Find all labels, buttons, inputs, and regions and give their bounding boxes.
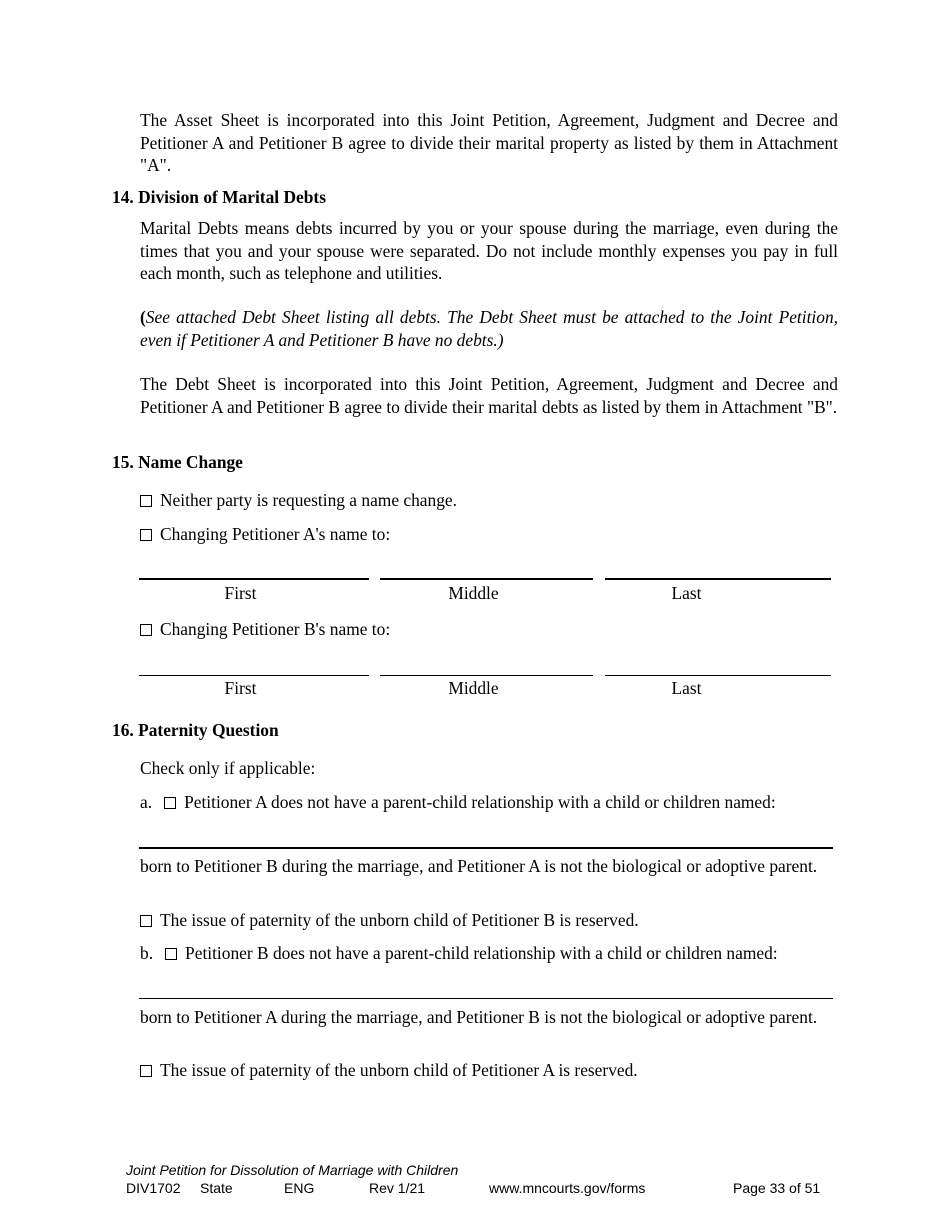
footer-form-code: DIV1702 [126,1180,181,1196]
name-change-b-label: Changing Petitioner B's name to: [160,619,391,639]
petitioner-b-first-name-field[interactable] [139,675,369,676]
paternity-a-born-text: born to Petitioner B during the marriage, and Petitioner A is not the biological or adoptive parent. [140,856,818,876]
petitioner-a-last-name-field[interactable] [605,578,831,580]
petitioner-a-first-name-field[interactable] [139,578,369,580]
option-a-marker: a. [140,792,153,812]
paternity-option-b [140,942,778,964]
footer-form-title: Joint Petition for Dissolution of Marriage with Children [126,1162,459,1178]
name-change-a-checkbox[interactable] [140,529,152,541]
paternity-option-a [140,791,776,813]
debt-sheet-paragraph: The Debt Sheet is incorporated into this Joint Petition, Agreement, Judgment and Decree and Petitioner A and Petitioner B agree to divide their marital debts as listed by them in Attachment "B". [140,374,838,417]
petitioner-a-middle-name-field[interactable] [380,578,593,580]
petitioner-a-first-label: First [224,583,257,603]
option-b-marker: b. [140,943,154,963]
petitioner-b-last-label: Last [671,678,702,698]
marital-debts-definition: Marital Debts means debts incurred by you or your spouse during the marriage, even during the times that you and your spouse were separated. Do not include monthly expenses you pay in full each month, such as telephone and utilities. [140,218,838,283]
paternity-a-reserved-label: The issue of paternity of the unborn child of Petitioner B is reserved. [160,910,639,930]
footer-website: www.mncourts.gov/forms [489,1180,646,1196]
paternity-instruction: Check only if applicable: [140,758,316,778]
footer-revision: Rev 1/21 [369,1180,426,1196]
section-15-heading: 15. Name Change [112,452,243,472]
petitioner-b-last-name-field[interactable] [605,675,831,676]
paternity-b-reserved-label: The issue of paternity of the unborn child of Petitioner A is reserved. [160,1060,638,1080]
paternity-a-reserved-option [140,909,639,931]
paternity-b-label: Petitioner B does not have a parent-child relationship with a child or children named: [185,943,778,963]
petitioner-a-last-label: Last [671,583,702,603]
paternity-a-children-field[interactable] [139,847,833,849]
section-14-heading: 14. Division of Marital Debts [112,187,326,207]
paternity-b-reserved-option [140,1059,638,1081]
name-change-b-option [140,618,390,640]
petitioner-b-middle-name-field[interactable] [380,675,593,676]
section-16-heading: 16. Paternity Question [112,720,279,740]
paren-open: ( [140,307,146,327]
paternity-b-reserved-checkbox[interactable] [140,1065,152,1077]
paternity-a-reserved-checkbox[interactable] [140,915,152,927]
debt-sheet-note-text: See attached Debt Sheet listing all debts. The Debt Sheet must be attached to the Joint Petition, even if Petitioner A and Petitioner B have no debts.) [140,307,838,350]
asset-sheet-paragraph: The Asset Sheet is incorporated into this Joint Petition, Agreement, Judgment and Decree and Petitioner A and Petitioner B agree to divide their marital property as listed by them in Attachment "A". [140,110,838,175]
paternity-b-children-field[interactable] [139,998,833,999]
name-change-a-option [140,523,390,545]
name-change-none-checkbox[interactable] [140,495,152,507]
name-change-a-label: Changing Petitioner A's name to: [160,524,391,544]
footer-page-number: Page 33 of 51 [733,1180,821,1196]
footer-language: ENG [284,1180,315,1196]
name-change-b-checkbox[interactable] [140,624,152,636]
petitioner-b-first-label: First [224,678,257,698]
name-change-none-label: Neither party is requesting a name change. [160,490,457,510]
paternity-a-checkbox[interactable] [164,797,176,809]
paternity-b-born-text: born to Petitioner A during the marriage, and Petitioner B is not the biological or adoptive parent. [140,1007,818,1027]
petitioner-a-middle-label: Middle [448,583,499,603]
name-change-none-option [140,489,457,511]
paternity-a-label: Petitioner A does not have a parent-child relationship with a child or children named: [184,792,776,812]
paternity-b-checkbox[interactable] [165,948,177,960]
debt-sheet-note [140,306,838,351]
footer-jurisdiction: State [200,1180,233,1196]
petitioner-b-middle-label: Middle [448,678,499,698]
